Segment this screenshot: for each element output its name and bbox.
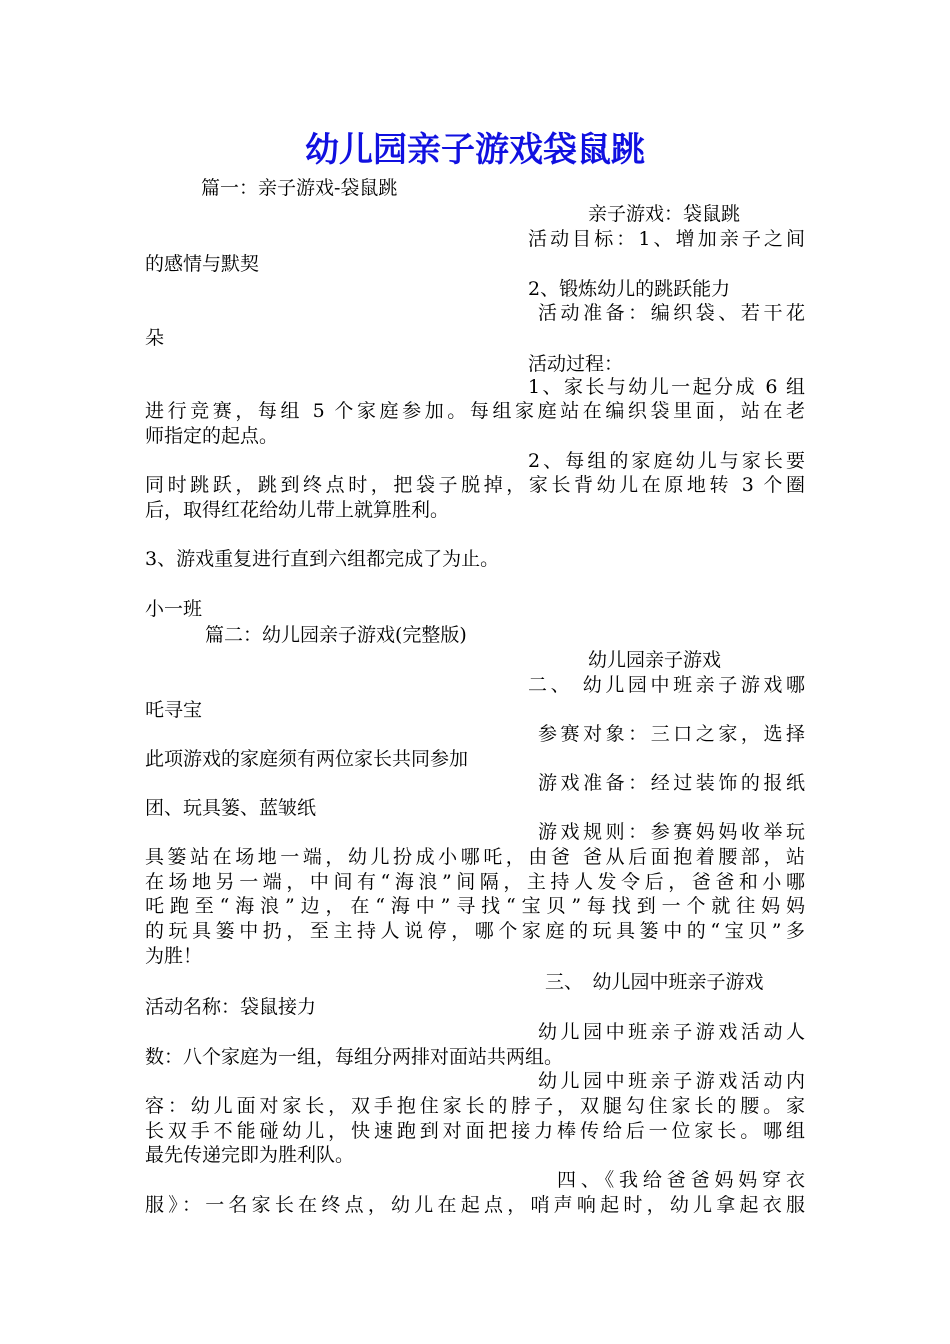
activity-title-2: 幼儿园亲子游戏 [588,649,722,671]
paragraph-line: 二、 幼儿园中班亲子游戏哪 [528,674,805,696]
paragraph-line: 容：幼儿面对家长，双手抱住家长的脖子，双腿勾住家长的腰。家 [145,1095,805,1117]
paragraph-line: 进行竞赛，每组 5 个家庭参加。每组家庭站在编织袋里面，站在老 [145,400,805,422]
subsection-heading: 三、 幼儿园中班亲子游戏 [545,971,764,993]
paragraph-line: 此项游戏的家庭须有两位家长共同参加 [145,748,469,770]
paragraph-line: 3、游戏重复进行直到六组都完成了为止。 [145,548,500,570]
paragraph-line: 同时跳跃，跳到终点时，把袋子脱掉，家长背幼儿在原地转 3 个圈 [145,474,805,496]
paragraph-line: 吒寻宝 [145,699,203,721]
section-heading-1: 篇一：亲子游戏-袋鼠跳 [201,177,398,199]
paragraph-line: 2、每组的家庭幼儿与家长要 [528,450,805,472]
paragraph-line: 为胜！ [145,945,203,967]
paragraph-line: 游戏规则：参赛妈妈收举玩 [538,821,805,843]
paragraph-line: 吒跑至“海浪”边，在“海中”寻找“宝贝”每找到一个就往妈妈 [145,895,805,917]
paragraph-line: 朵 [145,327,165,349]
activity-title-1: 亲子游戏：袋鼠跳 [588,203,741,225]
paragraph-line: 幼儿园中班亲子游戏活动人 [538,1021,805,1043]
paragraph-line: 活动名称：袋鼠接力 [145,996,317,1018]
class-label: 小一班 [145,598,203,620]
paragraph-line: 游戏准备：经过装饰的报纸 [538,772,805,794]
paragraph-line: 后，取得红花给幼儿带上就算胜利。 [145,499,450,521]
paragraph-line: 数：八个家庭为一组，每组分两排对面站共两组。 [145,1046,564,1068]
section-heading-2: 篇二：幼儿园亲子游戏(完整版) [205,624,467,646]
paragraph-line: 服》：一名家长在终点，幼儿在起点，哨声响起时，幼儿拿起衣服 [145,1194,805,1216]
paragraph-line: 2、锻炼幼儿的跳跃能力 [528,278,731,300]
paragraph-line: 具篓站在场地一端，幼儿扮成小哪吒，由爸 爸从后面抱着腰部，站 [145,846,805,868]
paragraph-line: 的玩具篓中扔，至主持人说停，哪个家庭的玩具篓中的“宝贝”多 [145,920,805,942]
paragraph-line: 参赛对象：三口之家，选择 [538,723,805,745]
paragraph-line: 活动目标：1、增加亲子之间 [528,228,805,250]
paragraph-line: 团、玩具篓、蓝皱纸 [145,797,317,819]
paragraph-line: 幼儿园中班亲子游戏活动内 [538,1070,805,1092]
paragraph-line: 四、《我给爸爸妈妈穿衣 [557,1169,805,1191]
paragraph-line: 长双手不能碰幼儿，快速跑到对面把接力棒传给后一位家长。哪组 [145,1120,805,1142]
paragraph-line: 的感情与默契 [145,253,260,275]
paragraph-line: 1、家长与幼儿一起分成 6 组 [528,376,805,398]
paragraph-line: 活动准备：编织袋、若干花 [538,302,805,324]
paragraph-line: 在场地另一端，中间有“海浪”间隔，主持人发令后，爸爸和小哪 [145,871,805,893]
paragraph-line: 活动过程： [528,353,624,375]
paragraph-line: 最先传递完即为胜利队。 [145,1144,355,1166]
document-title: 幼儿园亲子游戏袋鼠跳 [305,130,645,170]
paragraph-line: 师指定的起点。 [145,425,279,447]
